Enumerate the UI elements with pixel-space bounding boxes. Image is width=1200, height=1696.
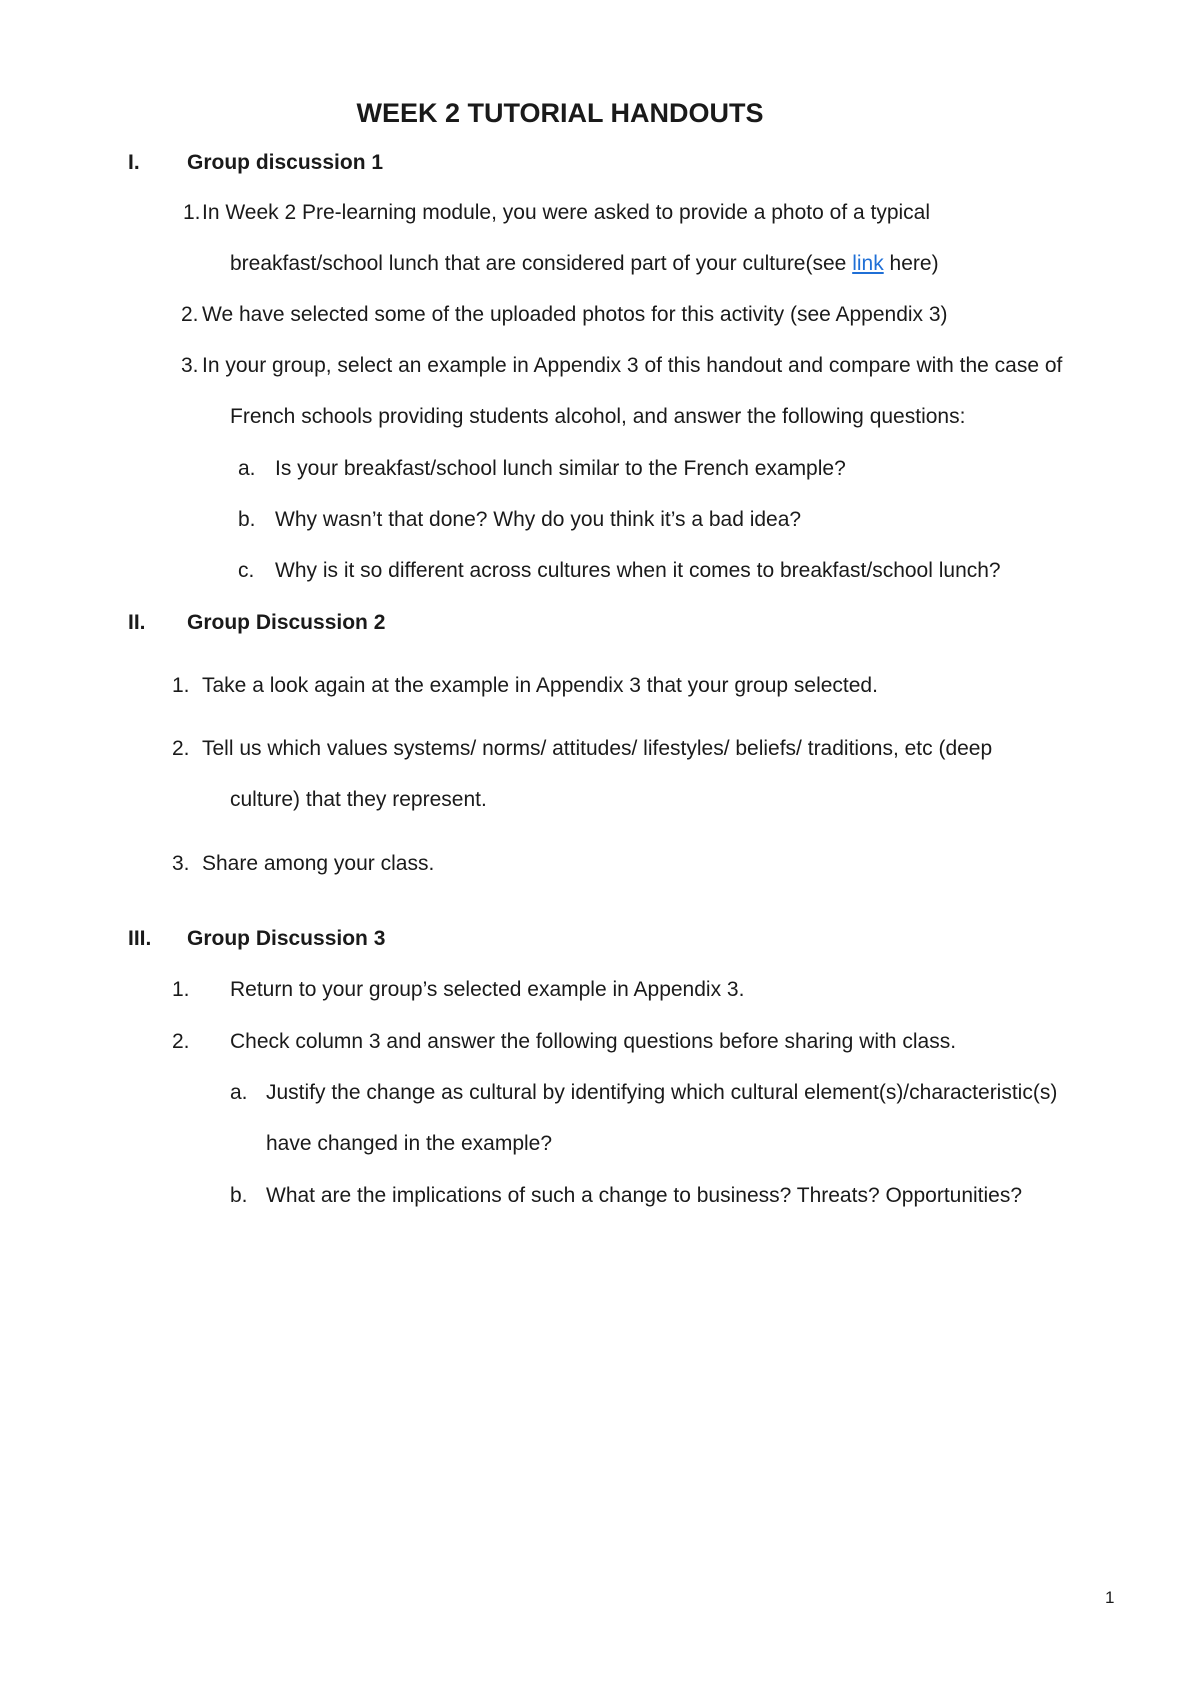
- section-2-numeral: II.: [128, 611, 146, 634]
- s3-subitem-a-text: Justify the change as cultural by identifying which cultural element(s)/characteristic(s): [266, 1081, 1058, 1104]
- s1-item-1-line-2: [230, 251, 939, 277]
- s1-subitem-c-text: Why is it so different across cultures when it comes to breakfast/school lunch?: [275, 559, 1001, 582]
- s1-subitem-c-letter: c.: [238, 559, 255, 582]
- s3-subitem-b-letter: b.: [230, 1184, 248, 1207]
- s2-item-2-number: 2.: [172, 737, 190, 760]
- s1-item-1-line-2-pre: breakfast/school lunch that are considered part of your culture(see: [230, 252, 853, 275]
- s1-subitem-a-letter: a.: [238, 457, 256, 480]
- page-number: 1: [1105, 1588, 1115, 1607]
- s3-subitem-a-text-2: have changed in the example?: [266, 1132, 553, 1155]
- s3-item-1-line-1: Return to your group’s selected example in Appendix 3.: [230, 978, 745, 1001]
- s1-item-2-number: 2.: [181, 303, 199, 326]
- section-1-numeral: I.: [128, 151, 140, 174]
- s1-item-3-line-1: In your group, select an example in Appendix 3 of this handout and compare with the case of: [202, 354, 1063, 377]
- s2-item-2-line-2: culture) that they represent.: [230, 788, 487, 811]
- s2-item-1-line-1: Take a look again at the example in Appendix 3 that your group selected.: [202, 674, 878, 697]
- s3-subitem-a-letter: a.: [230, 1081, 248, 1104]
- section-1-heading: Group discussion 1: [187, 151, 384, 174]
- section-2-heading: Group Discussion 2: [187, 611, 386, 634]
- s3-item-2-line-1: Check column 3 and answer the following questions before sharing with class.: [230, 1030, 957, 1053]
- s3-item-2-number: 2.: [172, 1030, 190, 1053]
- culture-link[interactable]: link: [852, 252, 884, 275]
- s1-item-3-number: 3.: [181, 354, 199, 377]
- s3-item-1-number: 1.: [172, 978, 190, 1001]
- s2-item-1-number: 1.: [172, 674, 190, 697]
- s1-subitem-b-letter: b.: [238, 508, 256, 531]
- s1-item-1-line-1: In Week 2 Pre-learning module, you were asked to provide a photo of a typical: [202, 201, 931, 224]
- s2-item-3-number: 3.: [172, 852, 190, 875]
- s1-subitem-b-text: Why wasn’t that done? Why do you think it’s a bad idea?: [275, 508, 802, 531]
- s1-item-2-line-1: We have selected some of the uploaded photos for this activity (see Appendix 3): [202, 303, 948, 326]
- s1-item-1-number: 1.: [183, 201, 201, 224]
- s1-subitem-a-text: Is your breakfast/school lunch similar to the French example?: [275, 457, 846, 480]
- s2-item-3-line-1: Share among your class.: [202, 852, 435, 875]
- s2-item-2-line-1: Tell us which values systems/ norms/ attitudes/ lifestyles/ beliefs/ traditions, etc (deep: [202, 737, 993, 760]
- section-3-heading: Group Discussion 3: [187, 927, 386, 950]
- section-3-numeral: III.: [128, 927, 152, 950]
- s3-subitem-b-text: What are the implications of such a change to business? Threats? Opportunities?: [266, 1184, 1023, 1207]
- page-title: WEEK 2 TUTORIAL HANDOUTS: [356, 98, 764, 128]
- s1-item-1-line-2-post: here): [883, 252, 939, 275]
- s1-item-3-line-2: French schools providing students alcohol, and answer the following questions:: [230, 405, 966, 428]
